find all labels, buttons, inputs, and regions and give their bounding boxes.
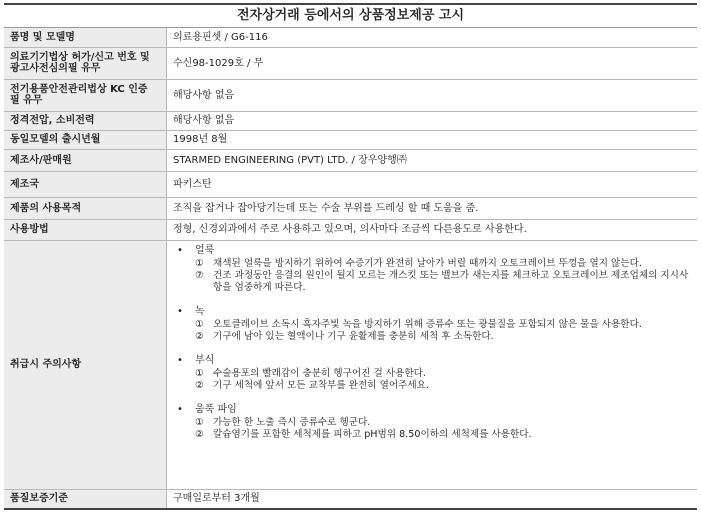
table-row [4, 47, 697, 79]
list-item [195, 270, 691, 294]
caution-content [167, 240, 698, 489]
list-item [195, 429, 691, 441]
row-label: 사용방법 [4, 219, 167, 240]
table-row [4, 489, 697, 509]
row-label: 제품의 사용목적 [4, 197, 167, 219]
row-label: 의료기기법상 허가/신고 번호 및 광고사전심의필 유무 [4, 47, 167, 79]
table-row [4, 79, 697, 111]
item-number: ① [195, 367, 204, 379]
row-value: 1998년 8월 [167, 130, 698, 149]
list-item [195, 368, 691, 380]
row-label: 제조사/판매원 [4, 149, 167, 171]
list-item [195, 417, 691, 429]
item-text: 가능한 한 노출 즉시 증류수로 헹군다. [213, 416, 371, 428]
row-value: 정형, 신경외과에서 주로 사용하고 있으며, 의사마다 조금씩 다른용도로 사용한다. [167, 219, 698, 240]
table-row [4, 197, 697, 219]
row-value: 구매일로부터 3개월 [167, 489, 698, 509]
row-value: STARMED ENGINEERING (PVT) LTD. / 장우양행㈜ [167, 149, 698, 171]
row-label: 품명 및 모델명 [4, 28, 167, 47]
list-item [173, 245, 691, 294]
item-text: 수술용포의 빨래감이 충분히 헹구어진 걸 사용한다. [213, 367, 426, 379]
row-label: 정격전압, 소비전력 [4, 111, 167, 130]
product-info-notice [4, 3, 697, 510]
item-number: ② [195, 330, 204, 342]
item-text: 기구 세척에 앞서 모든 교착부를 완전히 열어주세요. [213, 379, 429, 391]
item-number: ① [195, 416, 204, 428]
row-label: 취급시 주의사항 [4, 240, 167, 489]
row-value: 의료용핀셋 / G6-116 [167, 28, 698, 47]
caution-heading: 움푹 파임 [195, 403, 237, 415]
table-row [4, 111, 697, 130]
info-table [4, 28, 697, 510]
row-label: 품질보증기준 [4, 489, 167, 509]
caution-list [173, 245, 691, 441]
row-value: 해당사항 없음 [167, 111, 698, 130]
item-text: 채색된 얼룩을 방지하기 위하여 수증기가 완전히 날아가 버릴 때까지 오토크레이브 뚜껑을 열지 않는다. [213, 257, 642, 269]
table-row-caution [4, 240, 697, 489]
row-value: 해당사항 없음 [167, 79, 698, 111]
row-label: 전기용품안전관리법상 KC 인증 필 유무 [4, 79, 167, 111]
row-label: 제조국 [4, 171, 167, 197]
item-text: 오토클레이브 소독시 흑자주빛 녹을 방지하기 위해 증류수 또는 광물질을 포함되지 않은 물을 사용한다. [213, 318, 642, 330]
row-value: 파키스탄 [167, 171, 698, 197]
item-text: 건조 과정동안 응결의 원인이 될지 모르는 개스킷 또는 밸브가 새는지를 체크하고 오토크레이브 제조업체의 지시사항을 엄중하게 따른다. [213, 269, 689, 293]
table-row [4, 28, 697, 47]
notice-title: 전자상거래 등에서의 상품정보제공 고시 [4, 3, 697, 28]
list-item [173, 404, 691, 441]
row-value: 수신98-1029호 / 무 [167, 47, 698, 79]
item-text: 칼슘염기를 포함한 세척제를 피하고 pH범위 8.50이하의 세척제를 사용한다. [213, 428, 532, 440]
list-item [173, 355, 691, 392]
item-number: ⑦ [195, 269, 204, 281]
table-row [4, 219, 697, 240]
item-number: ① [195, 318, 204, 330]
row-value: 조직을 잡거나 잡아당기는데 또는 수술 부위를 드레싱 할 때 도움을 줌. [167, 197, 698, 219]
caution-heading: 녹 [195, 305, 205, 317]
list-item [195, 380, 691, 392]
row-label: 동일모델의 출시년월 [4, 130, 167, 149]
caution-heading: 부식 [195, 354, 215, 366]
list-item [195, 319, 691, 331]
item-number: ① [195, 257, 204, 269]
item-number: ② [195, 428, 204, 440]
item-number: ② [195, 379, 204, 391]
list-item [195, 331, 691, 343]
caution-heading: 얼룩 [195, 244, 215, 256]
table-row [4, 171, 697, 197]
table-row [4, 130, 697, 149]
table-row [4, 149, 697, 171]
list-item [173, 306, 691, 343]
item-text: 기구에 남아 있는 혈액이나 기구 윤활제를 충분히 세척 후 소독한다. [213, 330, 494, 342]
list-item [195, 258, 691, 270]
